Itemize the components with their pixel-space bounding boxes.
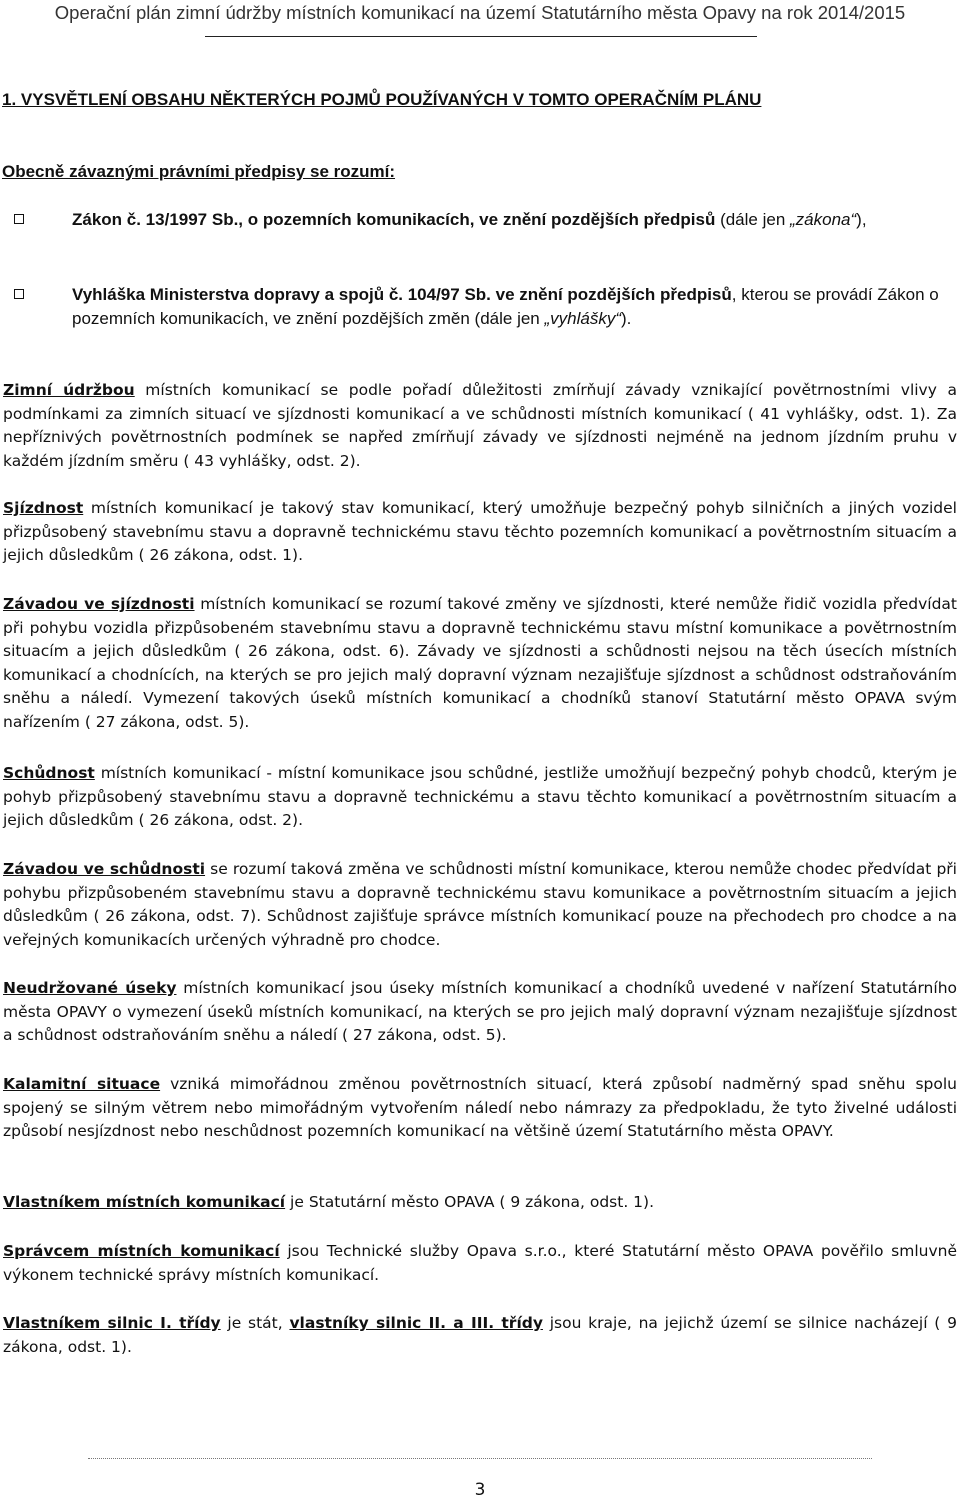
- decree-short-name: „vyhlášky“: [544, 309, 621, 328]
- definition-unmaintained-sections: [3, 977, 957, 1048]
- definition-term: Vlastníkem silnic I. třídy: [3, 1314, 221, 1332]
- law-title: Zákon č. 13/1997 Sb., o pozemních komunikacích, ve znění pozdějších předpisů: [72, 210, 716, 229]
- list-item-text: [72, 208, 960, 232]
- law-note: (dále jen: [715, 210, 791, 229]
- decree-title: Vyhláška Ministerstva dopravy a spojů č. 104/97 Sb. ve znění pozdějších předpisů: [72, 285, 732, 304]
- decree-note-end: ).: [621, 309, 632, 328]
- definition-passability: [3, 497, 957, 568]
- list-item-text: [72, 283, 960, 331]
- definition-text: se rozumí taková změna ve schůdnosti místní komunikace, kterou nemůže chodec předvídat při pohybu přizpůsobeném stavebnímu stavu a dopravně technickému stavu komunikace a povětrnostním situacím a jejich důsledkům ( 26 zákona, odst. 7). Schůdnost zajišťuje správce místních komunikací pouze na přechodech pro chodce a na veřejných komunikacích určených výhradně pro chodce.: [3, 860, 957, 949]
- definition-text: vzniká mimořádnou změnou povětrnostních situací, která způsobí nadměrný spad sněhu spolu spojený se silným větrem nebo mimořádným vytvořením náledí nebo námrazy za předpokladu, že tyto živelné události způsobí nesjízdnost nebo neschůdnost pozemních komunikací na většině území Statutárního města OPAVY.: [3, 1075, 957, 1141]
- definition-term: Správcem místních komunikací: [3, 1242, 280, 1260]
- definition-administrator: [3, 1240, 957, 1287]
- definition-term: Zimní údržbou: [3, 381, 135, 399]
- definition-term: Sjízdnost: [3, 499, 84, 517]
- definition-passability-defect: [3, 593, 957, 735]
- definition-calamity: [3, 1073, 957, 1144]
- definition-road-owners: [3, 1312, 957, 1359]
- document-header: Operační plán zimní údržby místních komunikací na území Statutárního města Opavy na rok 2014/2015: [54, 2, 906, 23]
- definition-text: místních komunikací - místní komunikace jsou schůdné, jestliže umožňují bezpečný pohyb chodců, kterým je pohyb přizpůsobený stavebnímu stavu a dopravně technickému a stavu těchto komunikací a povětrnostním situacím a jejich důsledkům ( 26 zákona, odst. 2).: [3, 764, 957, 830]
- section-subheading: Obecně závaznými právními předpisy se rozumí:: [2, 162, 396, 181]
- definition-term-secondary: vlastníky silnic II. a III. třídy: [289, 1314, 543, 1332]
- definition-text: je stát,: [220, 1314, 290, 1332]
- footer-divider: [88, 1458, 872, 1459]
- definition-term: Schůdnost: [3, 764, 95, 782]
- definition-term: Vlastníkem místních komunikací: [3, 1193, 286, 1211]
- definition-text: je Statutární město OPAVA ( 9 zákona, odst. 1).: [285, 1193, 655, 1211]
- definition-term: Závadou ve sjízdnosti: [3, 595, 195, 613]
- law-short-name: „zákona“: [790, 210, 857, 229]
- definition-term: Kalamitní situace: [3, 1075, 161, 1093]
- page-number: 3: [474, 1480, 486, 1500]
- definition-text: místních komunikací se rozumí takové změny ve sjízdnosti, které nemůže řidič vozidla předvídat při pohybu vozidla přizpůsobeném stavebnímu stavu a dopravně technickému stavu místní komunikace a povětrnostním situacím a jejich důsledkům ( 26 zákona, odst. 6). Závady ve sjízdnosti a schůdnosti nejsou na těch úsecích místních komunikací a chodnících, na kterých se pro jejich malý dopravní význam nezajišťuje sjízdnost a schůdnost odstraňováním sněhu a náledí. Vymezení takových úseků místních komunikací a chodníků stanoví Statutární město OPAVA svým nařízením ( 27 zákona, odst. 5).: [3, 595, 957, 731]
- definition-text: místních komunikací je takový stav komunikací, který umožňuje bezpečný pohyb silničních a jiných vozidel přizpůsobený stavebnímu stavu a dopravně technickému stavu těchto pozemních komunikací a povětrnostním situacím a jejich důsledkům ( 26 zákona, odst. 1).: [3, 499, 957, 565]
- definition-text-secondary: jsou kraje, na jejichž území se silnice nacházejí ( 9 zákona, odst. 1).: [3, 1314, 957, 1356]
- definition-text: místních komunikací se podle pořadí důležitosti zmírňují závady vznikající povětrnostními vlivy a podmínkami za zimních situací ve sjízdnosti komunikací a ve schůdnosti místních komunikací ( 41 vyhlášky, odst. 1). Za nepříznivých povětrnostních podmínek se napřed zmírňují závady ve sjízdnosti nejméně na jednom jízdním pruhu v každém jízdním směru ( 43 vyhlášky, odst. 2).: [3, 381, 957, 470]
- definition-owner: [3, 1191, 957, 1215]
- definition-term: Závadou ve schůdnosti: [3, 860, 206, 878]
- definition-text: místních komunikací jsou úseky místních komunikací a chodníků uvedené v nařízení Statutárního města OPAVY o vymezení úseků místních komunikací, na kterých se pro jejich malý dopravní význam nezajišťuje sjízdnost a schůdnost odstraňováním sněhu a náledí ( 27 zákona, odst. 5).: [3, 979, 957, 1045]
- decree-note: , kterou se provádí Zákon o pozemních komunikacích, ve znění pozdějších změn (dále jen: [72, 285, 939, 328]
- section-heading: 1. VYSVĚTLENÍ OBSAHU NĚKTERÝCH POJMŮ POUŽÍVANÝCH V TOMTO OPERAČNÍM PLÁNU: [2, 90, 762, 109]
- definition-winter-maintenance: [3, 379, 957, 473]
- definition-term: Neudržované úseky: [3, 979, 177, 997]
- checkbox-bullet-icon: [14, 214, 24, 224]
- checkbox-bullet-icon: [14, 289, 24, 299]
- header-divider: [205, 36, 757, 37]
- law-note-end: ),: [856, 210, 867, 229]
- definition-text: jsou Technické služby Opava s.r.o., které Statutární město OPAVA pověřilo smluvně výkonem technické správy místních komunikací.: [3, 1242, 957, 1284]
- definition-walkability-defect: [3, 858, 957, 952]
- definition-walkability: [3, 762, 957, 833]
